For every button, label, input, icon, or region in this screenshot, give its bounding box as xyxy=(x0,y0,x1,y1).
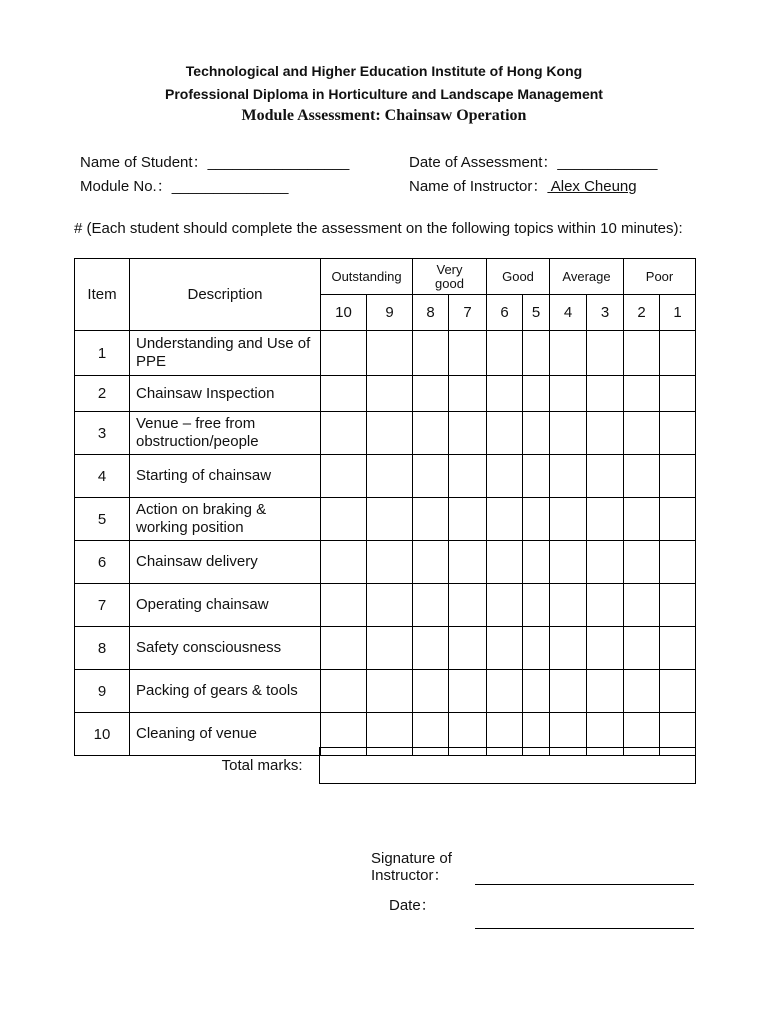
score-cell[interactable] xyxy=(660,584,696,627)
score-cell[interactable] xyxy=(449,627,487,670)
item-header: Item xyxy=(75,259,130,331)
score-cell[interactable] xyxy=(413,455,449,498)
item-number: 5 xyxy=(75,498,130,541)
grade-header-row xyxy=(75,259,696,295)
score-header: 7 xyxy=(449,295,487,331)
score-cell[interactable] xyxy=(523,541,550,584)
score-cell[interactable] xyxy=(624,670,660,713)
score-cell[interactable] xyxy=(660,455,696,498)
score-cell[interactable] xyxy=(624,498,660,541)
score-cell[interactable] xyxy=(660,498,696,541)
score-cell[interactable] xyxy=(523,455,550,498)
score-header: 1 xyxy=(660,295,696,331)
score-cell[interactable] xyxy=(624,455,660,498)
score-cell[interactable] xyxy=(321,412,367,455)
score-header: 10 xyxy=(321,295,367,331)
score-cell[interactable] xyxy=(321,670,367,713)
score-header: 5 xyxy=(523,295,550,331)
score-cell[interactable] xyxy=(487,455,523,498)
assessment-rows xyxy=(75,331,696,756)
table-row xyxy=(75,541,696,584)
item-description: Operating chainsaw xyxy=(130,584,321,627)
score-cell[interactable] xyxy=(413,376,449,412)
grade-poor: Poor xyxy=(624,259,696,295)
score-cell[interactable] xyxy=(550,412,587,455)
score-cell[interactable] xyxy=(587,331,624,376)
score-cell[interactable] xyxy=(413,331,449,376)
signature-date-label: Date： xyxy=(389,897,436,914)
score-cell[interactable] xyxy=(367,541,413,584)
score-cell[interactable] xyxy=(624,331,660,376)
item-number: 7 xyxy=(75,584,130,627)
institute-title: Technological and Higher Education Institute of Hong Kong xyxy=(185,63,583,79)
total-marks-box[interactable] xyxy=(319,748,695,784)
item-number: 8 xyxy=(75,627,130,670)
score-cell[interactable] xyxy=(413,584,449,627)
score-cell[interactable] xyxy=(550,627,587,670)
score-cell[interactable] xyxy=(624,584,660,627)
signature-label xyxy=(371,850,452,884)
item-number: 10 xyxy=(75,713,130,756)
score-cell[interactable] xyxy=(413,498,449,541)
score-cell[interactable] xyxy=(449,455,487,498)
signature-date-line[interactable] xyxy=(475,928,694,929)
score-cell[interactable] xyxy=(587,541,624,584)
score-cell[interactable] xyxy=(587,455,624,498)
grade-outstanding: Outstanding xyxy=(321,259,413,295)
score-header: 2 xyxy=(624,295,660,331)
score-cell[interactable] xyxy=(487,331,523,376)
item-number: 6 xyxy=(75,541,130,584)
description-header: Description xyxy=(130,259,321,331)
score-cell[interactable] xyxy=(367,331,413,376)
score-cell[interactable] xyxy=(367,455,413,498)
score-cell[interactable] xyxy=(487,498,523,541)
score-header: 9 xyxy=(367,295,413,331)
score-cell[interactable] xyxy=(367,376,413,412)
score-cell[interactable] xyxy=(523,331,550,376)
item-number: 3 xyxy=(75,412,130,455)
score-cell[interactable] xyxy=(523,670,550,713)
score-header: 8 xyxy=(413,295,449,331)
score-cell[interactable] xyxy=(523,412,550,455)
score-cell[interactable] xyxy=(523,376,550,412)
score-cell[interactable] xyxy=(321,455,367,498)
score-cell[interactable] xyxy=(487,412,523,455)
instructor-name-label: Name of Instructor： xyxy=(409,178,548,195)
score-cell[interactable] xyxy=(624,412,660,455)
score-cell[interactable] xyxy=(321,627,367,670)
score-cell[interactable] xyxy=(624,627,660,670)
score-cell[interactable] xyxy=(550,498,587,541)
score-cell[interactable] xyxy=(487,670,523,713)
score-cell[interactable] xyxy=(587,670,624,713)
assessment-table xyxy=(74,258,696,756)
score-cell[interactable] xyxy=(624,376,660,412)
item-description: Chainsaw delivery xyxy=(130,541,321,584)
score-cell[interactable] xyxy=(587,412,624,455)
score-cell[interactable] xyxy=(550,584,587,627)
score-cell[interactable] xyxy=(321,376,367,412)
score-cell[interactable] xyxy=(624,541,660,584)
score-cell[interactable] xyxy=(413,412,449,455)
score-cell[interactable] xyxy=(523,584,550,627)
score-cell[interactable] xyxy=(550,670,587,713)
score-cell[interactable] xyxy=(523,498,550,541)
score-cell[interactable] xyxy=(367,670,413,713)
score-cell[interactable] xyxy=(487,376,523,412)
score-cell[interactable] xyxy=(449,498,487,541)
score-cell[interactable] xyxy=(487,627,523,670)
score-cell[interactable] xyxy=(660,331,696,376)
item-description: Action on braking & working position xyxy=(130,498,321,541)
score-cell[interactable] xyxy=(321,584,367,627)
instructor-name-value: Alex Cheung xyxy=(547,178,637,195)
score-cell[interactable] xyxy=(321,541,367,584)
score-cell[interactable] xyxy=(449,541,487,584)
score-header: 4 xyxy=(550,295,587,331)
score-cell[interactable] xyxy=(660,376,696,412)
grade-average: Average xyxy=(550,259,624,295)
grade-very-good xyxy=(413,259,487,295)
score-header: 3 xyxy=(587,295,624,331)
score-cell[interactable] xyxy=(550,331,587,376)
score-cell[interactable] xyxy=(449,331,487,376)
signature-label-line2: Instructor： xyxy=(371,867,449,884)
score-cell[interactable] xyxy=(587,627,624,670)
student-name-field[interactable] xyxy=(80,151,349,172)
score-cell[interactable] xyxy=(413,670,449,713)
table-row xyxy=(75,627,696,670)
score-cell[interactable] xyxy=(487,584,523,627)
instructor-name-field[interactable] xyxy=(409,175,637,196)
total-marks-label: Total marks: xyxy=(221,757,303,774)
score-cell[interactable] xyxy=(449,376,487,412)
score-cell[interactable] xyxy=(587,376,624,412)
grade-very-good-label: Very good xyxy=(435,261,464,291)
item-number: 9 xyxy=(75,670,130,713)
score-cell[interactable] xyxy=(587,498,624,541)
module-no-blank: ______________ xyxy=(171,178,289,195)
total-marks-table xyxy=(74,747,696,784)
item-number: 4 xyxy=(75,455,130,498)
score-cell[interactable] xyxy=(660,670,696,713)
score-cell[interactable] xyxy=(367,584,413,627)
score-cell[interactable] xyxy=(487,541,523,584)
score-cell[interactable] xyxy=(660,541,696,584)
student-name-blank: _________________ xyxy=(207,154,350,171)
score-cell[interactable] xyxy=(587,584,624,627)
score-cell[interactable] xyxy=(449,412,487,455)
table-row xyxy=(75,584,696,627)
score-cell[interactable] xyxy=(449,670,487,713)
item-description: Chainsaw Inspection xyxy=(130,376,321,412)
score-cell[interactable] xyxy=(413,541,449,584)
item-description: Venue – free from obstruction/people xyxy=(130,412,321,455)
score-cell[interactable] xyxy=(367,498,413,541)
score-header: 6 xyxy=(487,295,523,331)
assessment-date-blank: ____________ xyxy=(557,154,658,171)
table-row xyxy=(75,331,696,376)
score-cell[interactable] xyxy=(413,627,449,670)
table-row xyxy=(75,412,696,455)
module-no-field[interactable] xyxy=(80,175,289,196)
score-cell[interactable] xyxy=(550,455,587,498)
score-cell[interactable] xyxy=(660,412,696,455)
item-description: Packing of gears & tools xyxy=(130,670,321,713)
item-description: Starting of chainsaw xyxy=(130,455,321,498)
score-cell[interactable] xyxy=(449,584,487,627)
student-name-label: Name of Student： xyxy=(80,154,208,171)
module-no-label: Module No.： xyxy=(80,178,172,195)
assessment-date-label: Date of Assessment： xyxy=(409,154,558,171)
score-cell[interactable] xyxy=(550,541,587,584)
score-cell[interactable] xyxy=(660,627,696,670)
score-cell[interactable] xyxy=(550,376,587,412)
programme-title: Professional Diploma in Horticulture and Landscape Management xyxy=(165,86,603,102)
score-cell[interactable] xyxy=(367,412,413,455)
grade-good: Good xyxy=(487,259,550,295)
signature-label-line1: Signature of xyxy=(371,850,452,867)
instructions-note: # (Each student should complete the assessment on the following topics within 10 minutes): xyxy=(74,220,683,237)
item-description: Cleaning of venue xyxy=(130,713,321,756)
table-row xyxy=(75,455,696,498)
score-cell[interactable] xyxy=(321,498,367,541)
module-title: Module Assessment: Chainsaw Operation xyxy=(241,107,527,124)
item-description: Understanding and Use of PPE xyxy=(130,331,321,376)
score-cell[interactable] xyxy=(523,627,550,670)
item-number: 1 xyxy=(75,331,130,376)
signature-line[interactable] xyxy=(475,884,694,885)
item-number: 2 xyxy=(75,376,130,412)
table-row xyxy=(75,670,696,713)
table-row xyxy=(75,498,696,541)
table-row xyxy=(75,376,696,412)
score-cell[interactable] xyxy=(367,627,413,670)
item-description: Safety consciousness xyxy=(130,627,321,670)
assessment-date-field[interactable] xyxy=(409,151,658,172)
score-cell[interactable] xyxy=(321,331,367,376)
